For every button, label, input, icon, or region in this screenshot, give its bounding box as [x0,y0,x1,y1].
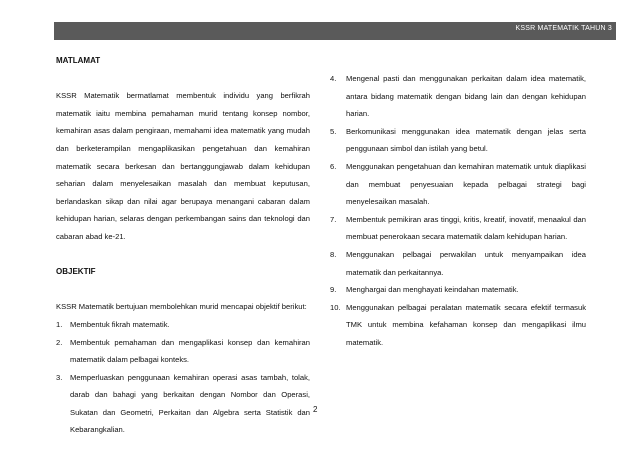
running-header-bar [54,22,616,40]
objective-item [330,246,586,281]
objective-item [330,281,586,299]
objective-number: 3. [56,372,63,382]
matlamat-heading: MATLAMAT [56,56,101,65]
objective-text: Membentuk fikrah matematik. [70,319,170,329]
objective-number: 5. [330,126,337,136]
objective-text: Berkomunikasi menggunakan idea matematik dengan jelas serta penggunaan simbol dan istilah yang betul. [346,126,586,154]
objektif-intro: KSSR Matematik bertujuan membolehkan murid mencapai objektif berikut: [56,302,307,312]
objective-item [56,316,310,334]
objective-text: Menghargai dan menghayati keindahan matematik. [346,285,519,295]
objective-item [330,123,586,158]
left-column [56,52,310,439]
page-number: 2 [313,405,318,414]
objective-number: 10. [330,302,341,312]
objective-text: Membentuk pemikiran aras tinggi, kritis, kreatif, inovatif, menaakul dan membuat penerokaan secara matematik dalam kehidupan harian. [346,214,586,242]
matlamat-paragraph: KSSR Matematik bermatlamat membentuk individu yang berfikrah matematik iaitu membina pemahaman murid tentang konsep nombor, kemahiran asas dalam pengiraan, memahami idea matematik yang mudah dan berketerampilan mengaplikasikan pengetahuan dan kemahiran matematik secara berkesan dan bertanggungjawab dalam kehidupan seharian dalam menyelesaikan masalah dan membuat keputusan, berlandaskan sikap dan nilai agar berupaya menangani cabaran dalam kehidupan harian, selaras dengan perkembangan sains dan teknologi dan cabaran abad ke-21. [56,91,310,241]
right-column [330,70,586,352]
objective-number: 6. [330,161,337,171]
objective-text: Mengenal pasti dan menggunakan perkaitan dalam idea matematik, antara bidang matematik dengan bidang lain dan dengan kehidupan harian. [346,74,586,119]
objective-number: 1. [56,319,63,329]
objective-item [330,158,586,211]
running-header-title: KSSR MATEMATIK TAHUN 3 [515,25,612,32]
objective-item [330,299,586,352]
objective-number: 8. [330,249,337,259]
objective-number: 9. [330,285,337,295]
objective-item [56,369,310,439]
objective-item [330,70,586,123]
objective-item [56,334,310,369]
objective-text: Menggunakan pelbagai perwakilan untuk menyampaikan idea matematik dan perkaitannya. [346,249,586,277]
objective-text: Memperluaskan penggunaan kemahiran operasi asas tambah, tolak, darab dan bahagi yang berkaitan dengan Nombor dan Operasi, Sukatan dan Geometri, Perkaitan dan Algebra serta Statistik dan Kebarangkalian. [70,372,310,435]
objective-number: 7. [330,214,337,224]
objective-item [330,211,586,246]
objective-number: 2. [56,337,63,347]
objective-text: Menggunakan pengetahuan dan kemahiran matematik untuk diaplikasi dan membuat penyesuaian kepada pelbagai strategi bagi menyelesaikan masalah. [346,161,586,207]
objective-number: 4. [330,74,337,83]
objective-text: Menggunakan pelbagai peralatan matematik secara efektif termasuk TMK untuk membina kefahaman konsep dan mengaplikasi ilmu matematik. [346,302,586,347]
objektif-heading: OBJEKTIF [56,267,96,277]
objective-text: Membentuk pemahaman dan mengaplikasi konsep dan kemahiran matematik dalam pelbagai konteks. [70,337,310,365]
